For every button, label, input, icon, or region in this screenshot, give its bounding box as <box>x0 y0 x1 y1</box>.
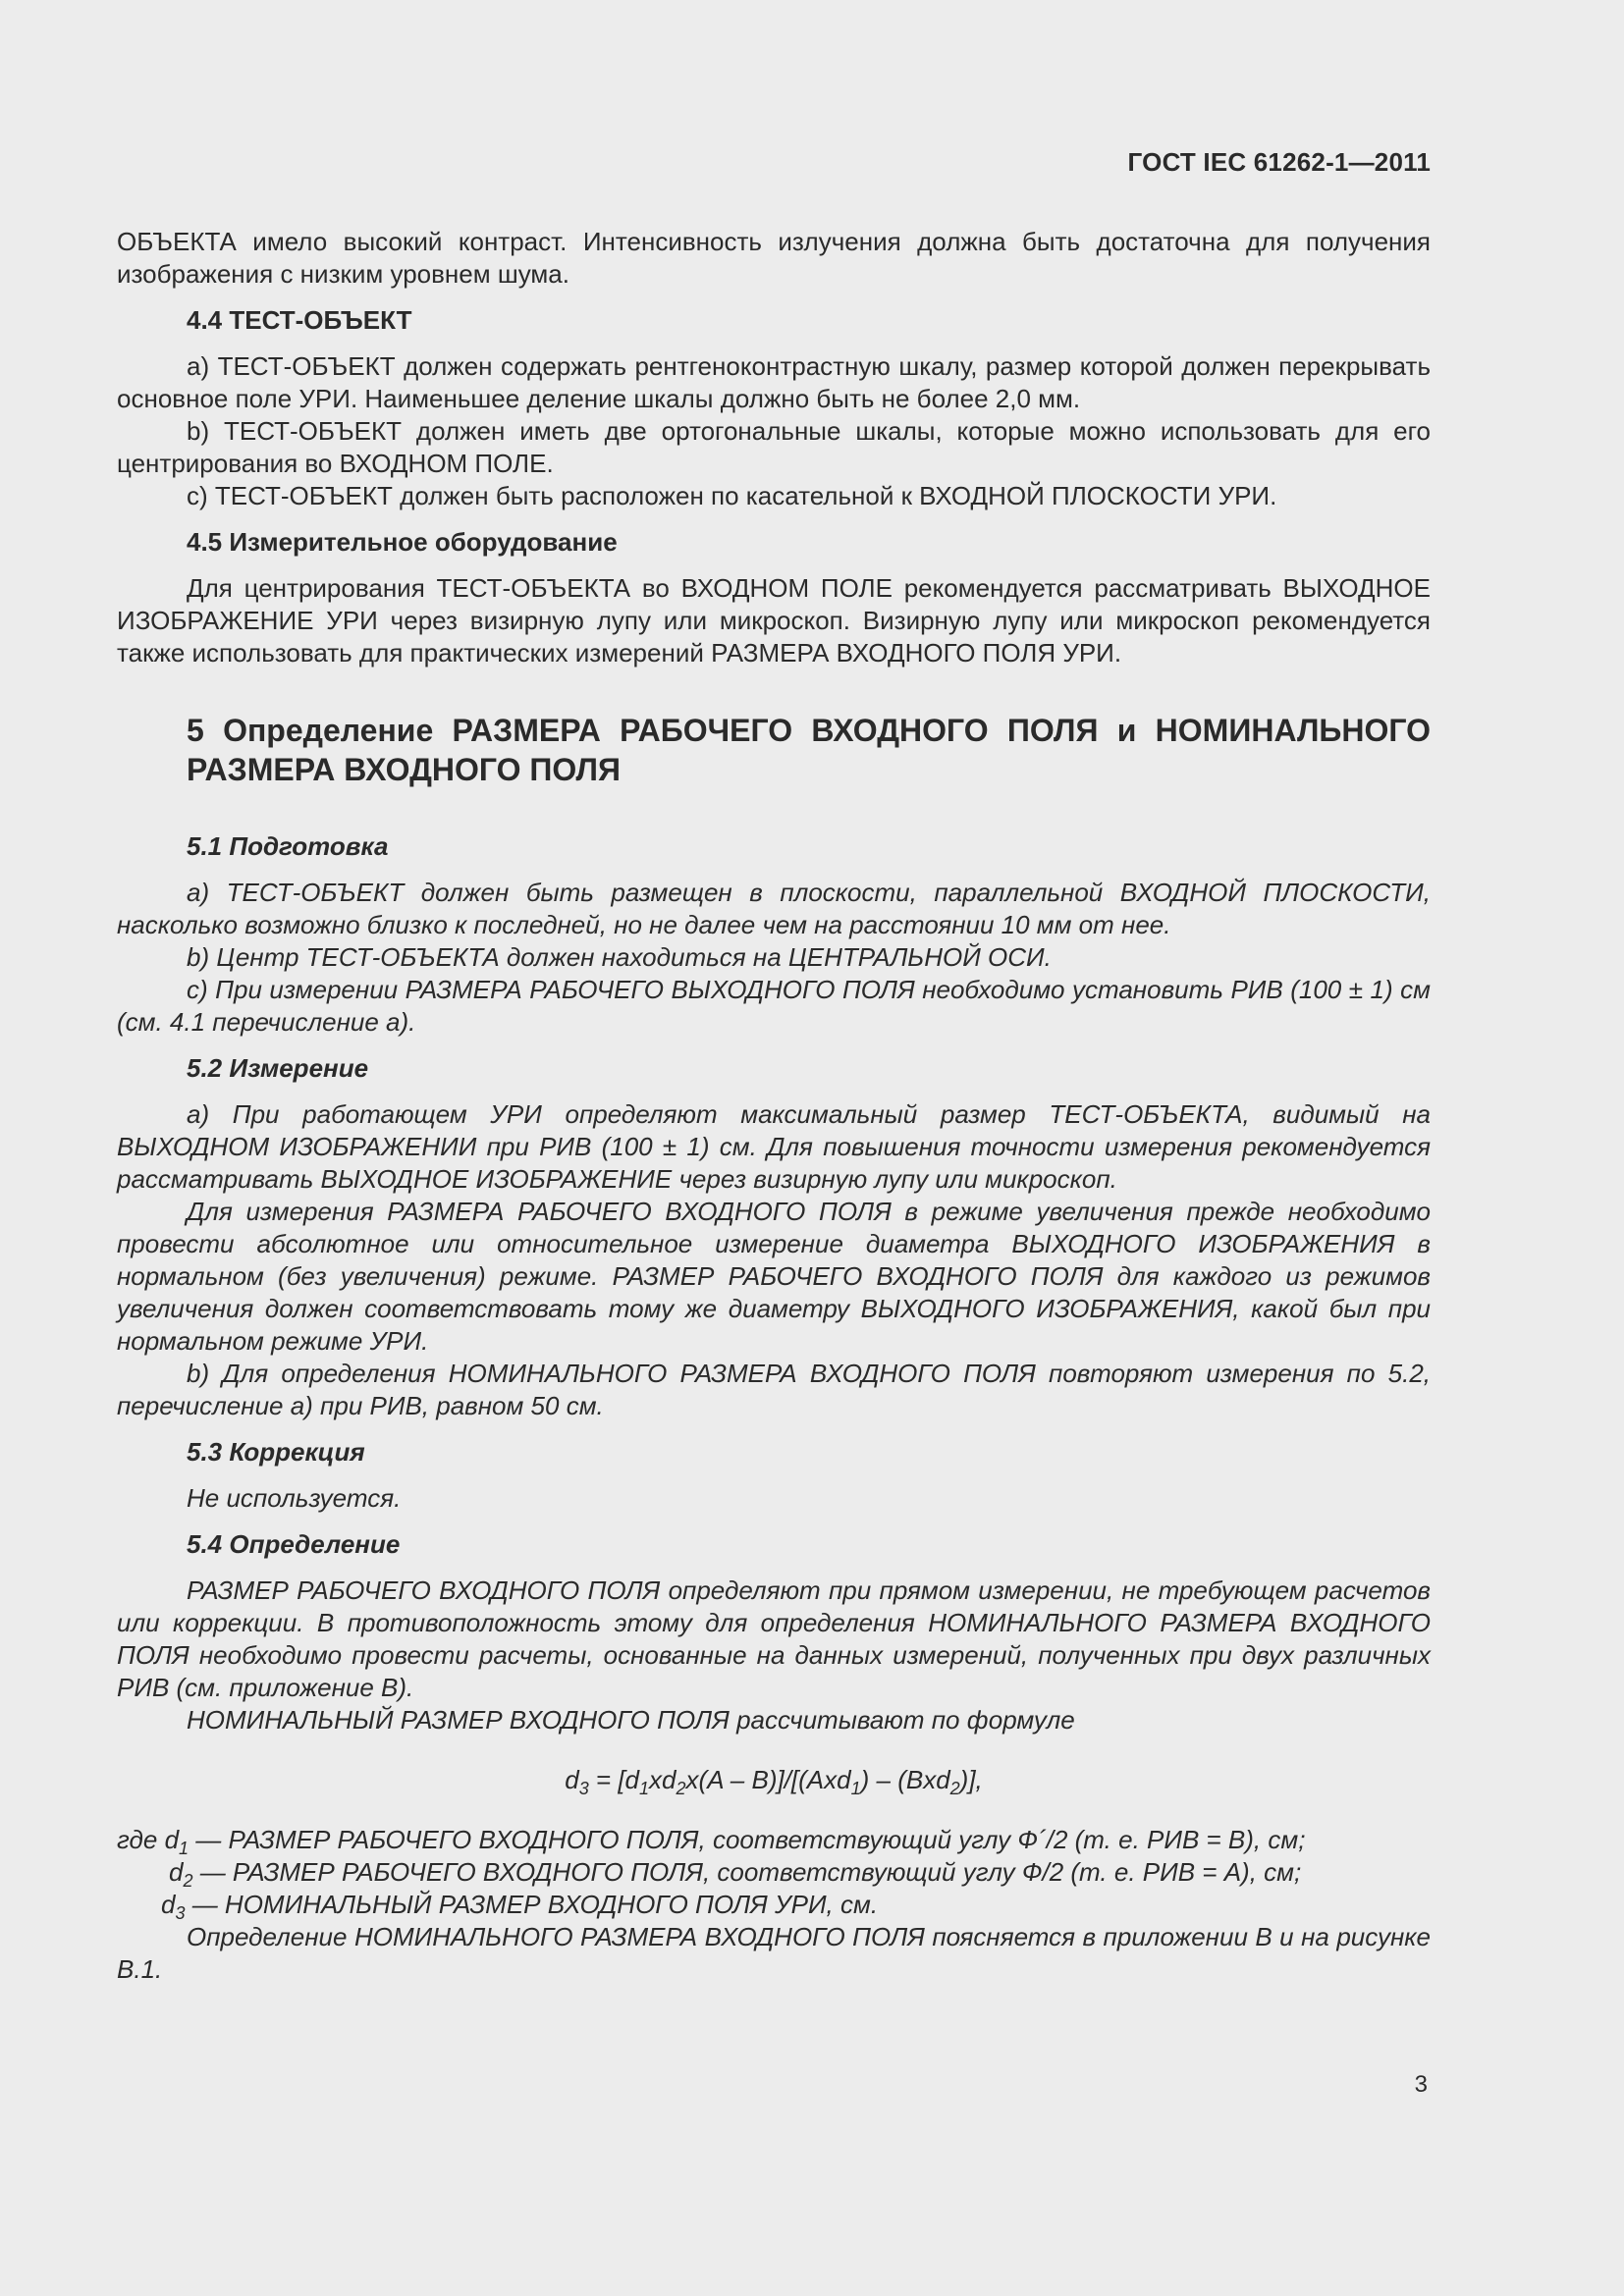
where-line-d1: где $d_1$ — РАЗМЕР РАБОЧЕГО ВХОДНОГО ПОЛЯ, соответствующий углу Ф´/2 (т. е. РИВ = В), см; <box>117 1825 1306 1858</box>
section-5-4-paragraph-1: РАЗМЕР РАБОЧЕГО ВХОДНОГО ПОЛЯ определяют при прямом измерении, не требующем расчетов или коррекции. В противоположность этому для определения НОМИНАЛЬНОГО РАЗМЕРА ВХОДНОГО ПОЛЯ необходимо провести расчеты, основанные на данных измерений, полученных при двух различных РИВ (см. приложение В). <box>117 1575 1431 1702</box>
where-line-d3: $d_3$ — НОМИНАЛЬНЫЙ РАЗМЕР ВХОДНОГО ПОЛЯ УРИ, см. <box>161 1890 879 1923</box>
section-5-1-item-b: b) Центр ТЕСТ-ОБЪЕКТА должен находиться на ЦЕНТРАЛЬНОЙ ОСИ. <box>187 942 1052 972</box>
section-5-4-paragraph-3: Определение НОМИНАЛЬНОГО РАЗМЕРА ВХОДНОГО ПОЛЯ поясняется в приложении В и на рисунке В.1. <box>117 1922 1431 1984</box>
intro-paragraph: ОБЪЕКТА имело высокий контраст. Интенсивность излучения должна быть достаточна для получения изображения с низким уровнем шума. <box>117 227 1431 289</box>
section-4-5-heading: 4.5 Измерительное оборудование <box>187 527 618 557</box>
section-5-4-paragraph-2: НОМИНАЛЬНЫЙ РАЗМЕР ВХОДНОГО ПОЛЯ рассчитывают по формуле <box>187 1705 1075 1735</box>
section-5-2-item-b: b) Для определения НОМИНАЛЬНОГО РАЗМЕРА ВХОДНОГО ПОЛЯ повторяют измерения по 5.2, перечисление a) при РИВ, равном 50 см. <box>117 1359 1431 1420</box>
section-5-1-heading: 5.1 Подготовка <box>187 831 389 861</box>
page-number: 3 <box>1414 2071 1428 2098</box>
section-5-2-item-a: a) При работающем УРИ определяют максимальный размер ТЕСТ-ОБЪЕКТА, видимый на ВЫХОДНОМ ИЗОБРАЖЕНИИ при РИВ (100 ± 1) см. Для повышения точности измерения рекомендуется рассматривать ВЫХОДНОЕ ИЗОБРАЖЕНИЕ через визирную лупу или микроскоп. <box>117 1099 1431 1194</box>
section-4-4-heading: 4.4 ТЕСТ-ОБЪЕКТ <box>187 305 412 335</box>
section-5-2-heading: 5.2 Измерение <box>187 1053 369 1083</box>
formula: $d_3 = [d_1xd_2x(A - B)]/[(Axd_1) - (Bxd_2)]$, <box>565 1765 983 1798</box>
section-4-4-item-b: b) ТЕСТ-ОБЪЕКТ должен иметь две ортогональные шкалы, которые можно использовать для его центрирования во ВХОДНОМ ПОЛЕ. <box>117 416 1431 478</box>
document-header: ГОСТ IEC 61262-1—2011 <box>1127 147 1431 177</box>
section-5-3-paragraph: Не используется. <box>187 1483 402 1513</box>
section-5-heading: 5 Определение РАЗМЕРА РАБОЧЕГО ВХОДНОГО ПОЛЯ и НОМИНАЛЬНОГО РАЗМЕРА ВХОДНОГО ПОЛЯ <box>187 713 1431 787</box>
section-4-4-item-a: a) ТЕСТ-ОБЪЕКТ должен содержать рентгеноконтрастную шкалу, размер которой должен перекрывать основное поле УРИ. Наименьшее деление шкалы должно быть не более 2,0 мм. <box>117 351 1431 413</box>
section-4-5-paragraph: Для центрирования ТЕСТ-ОБЪЕКТА во ВХОДНОМ ПОЛЕ рекомендуется рассматривать ВЫХОДНОЕ ИЗОБРАЖЕНИЕ УРИ через визирную лупу или микроскоп. Визирную лупу или микроскоп рекомендуется также использовать для практических измерений РАЗМЕРА ВХОДНОГО ПОЛЯ УРИ. <box>117 573 1431 667</box>
section-4-4-item-c: c) ТЕСТ-ОБЪЕКТ должен быть расположен по касательной к ВХОДНОЙ ПЛОСКОСТИ УРИ. <box>187 481 1277 510</box>
section-5-1-item-c: c) При измерении РАЗМЕРА РАБОЧЕГО ВЫХОДНОГО ПОЛЯ необходимо установить РИВ (100 ± 1) см (см. 4.1 перечисление a). <box>117 975 1431 1037</box>
section-5-4-heading: 5.4 Определение <box>187 1529 401 1559</box>
where-line-d2: $d_2$ — РАЗМЕР РАБОЧЕГО ВХОДНОГО ПОЛЯ, соответствующий углу Ф/2 (т. е. РИВ = А), см; <box>169 1857 1302 1891</box>
page-content <box>117 226 1431 1986</box>
section-5-3-heading: 5.3 Коррекция <box>187 1437 365 1467</box>
section-5-2-paragraph: Для измерения РАЗМЕРА РАБОЧЕГО ВХОДНОГО ПОЛЯ в режиме увеличения прежде необходимо провести абсолютное или относительное измерение диаметра ВЫХОДНОГО ИЗОБРАЖЕНИЯ в нормальном (без увеличения) режиме. РАЗМЕР РАБОЧЕГО ВХОДНОГО ПОЛЯ для каждого из режимов увеличения должен соответствовать тому же диаметру ВЫХОДНОГО ИЗОБРАЖЕНИЯ, какой был при нормальном режиме УРИ. <box>117 1197 1431 1356</box>
section-5-1-item-a: a) ТЕСТ-ОБЪЕКТ должен быть размещен в плоскости, параллельной ВХОДНОЙ ПЛОСКОСТИ, насколько возможно близко к последней, но не далее чем на расстоянии 10 мм от нее. <box>117 878 1431 939</box>
